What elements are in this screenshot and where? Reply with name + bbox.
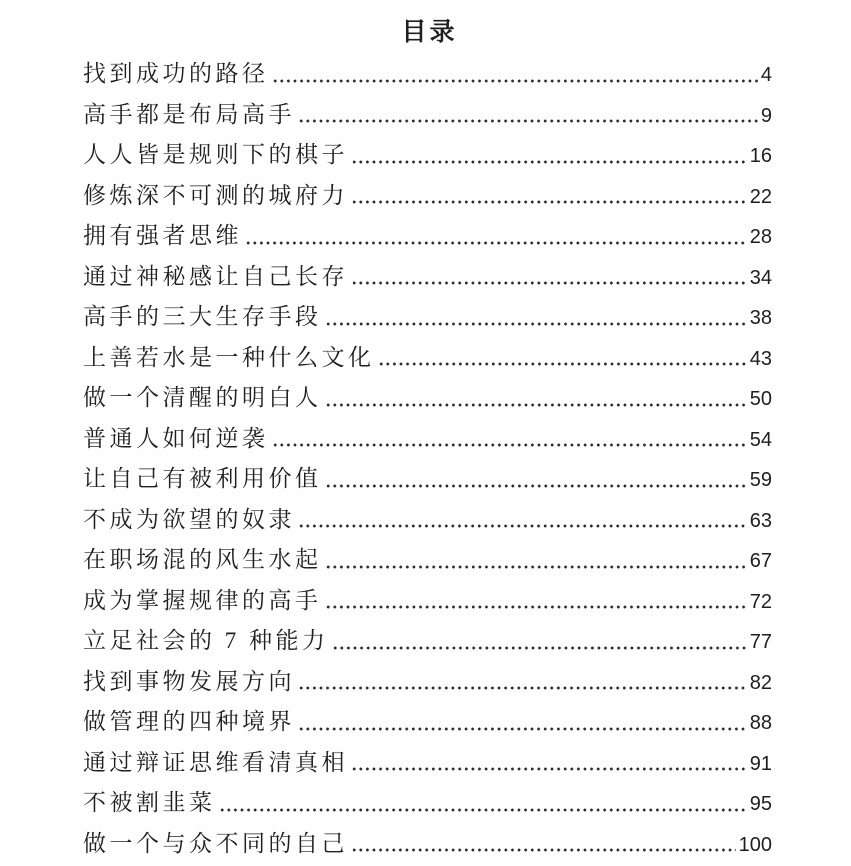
- toc-entry[interactable]: [83, 54, 772, 95]
- toc-entry[interactable]: [83, 257, 772, 298]
- toc-entry[interactable]: [83, 662, 772, 703]
- dot-leader: [326, 483, 747, 489]
- toc-entry-title: 做一个与众不同的自己: [83, 830, 348, 856]
- dot-leader: [299, 726, 747, 732]
- toc-entry-page: 38: [749, 307, 772, 329]
- toc-entry[interactable]: [83, 783, 772, 824]
- toc-entry[interactable]: [83, 297, 772, 338]
- toc-entry[interactable]: [83, 378, 772, 419]
- toc-entry-page: 100: [738, 833, 772, 856]
- page-title: 目录: [401, 19, 458, 46]
- toc-entry[interactable]: [83, 216, 772, 257]
- toc-entry-page: 28: [749, 226, 772, 248]
- dot-leader: [326, 604, 747, 610]
- toc-entry-title: 找到事物发展方向: [83, 668, 295, 694]
- toc-entry-page: 54: [749, 428, 772, 451]
- dot-leader: [326, 321, 747, 327]
- toc-entry[interactable]: [83, 338, 772, 379]
- toc-entry[interactable]: [83, 95, 772, 136]
- toc-entry-title: 通过神秘感让自己长存: [83, 263, 348, 289]
- dot-leader: [326, 564, 747, 570]
- dot-leader: [220, 807, 747, 813]
- toc-entry-title: 修炼深不可测的城府力: [83, 182, 348, 208]
- toc-entry[interactable]: [83, 500, 772, 541]
- toc-entry[interactable]: [83, 824, 772, 865]
- toc-entry[interactable]: [83, 540, 772, 581]
- toc-entry-title: 做一个清醒的明白人: [83, 385, 322, 410]
- toc-entry-title: 立足社会的 7 种能力: [83, 628, 329, 653]
- dot-leader: [352, 766, 747, 772]
- toc-entry[interactable]: [83, 743, 772, 784]
- toc-entry-page: 91: [749, 752, 772, 775]
- dot-leader: [352, 159, 747, 165]
- toc-entry-title: 不成为欲望的奴隶: [83, 506, 295, 532]
- toc-entry-title: 成为掌握规律的高手: [83, 587, 322, 613]
- toc-entry-title: 在职场混的风生水起: [83, 547, 322, 572]
- dot-leader: [273, 442, 747, 448]
- toc-entry-page: 88: [749, 712, 772, 734]
- toc-entry-title: 拥有强者思维: [83, 223, 242, 248]
- dot-leader: [273, 78, 758, 84]
- toc-entry-title: 高手都是布局高手: [83, 101, 295, 127]
- toc-entry-page: 4: [760, 64, 772, 86]
- toc-entry-title: 通过辩证思维看清真相: [83, 749, 348, 775]
- toc-entry-title: 让自己有被利用价值: [83, 466, 322, 491]
- toc-entry-title: 人人皆是规则下的棋子: [83, 142, 348, 167]
- toc-entry[interactable]: [83, 135, 772, 176]
- toc-entry-title: 找到成功的路径: [83, 61, 269, 86]
- toc-entry-title: 上善若水是一种什么文化: [83, 344, 375, 370]
- toc-entry-title: 普通人如何逆袭: [83, 425, 269, 451]
- toc-entry-page: 63: [749, 509, 772, 532]
- dot-leader: [352, 199, 747, 205]
- toc-entry-page: 72: [749, 590, 772, 613]
- dot-leader: [299, 685, 747, 691]
- toc-entry[interactable]: [83, 459, 772, 500]
- dot-leader: [326, 402, 747, 408]
- toc-entry-page: 9: [760, 104, 772, 127]
- toc-entry-page: 82: [749, 671, 772, 694]
- toc-entry-page: 67: [749, 550, 772, 572]
- dot-leader: [379, 361, 747, 367]
- toc-entry-page: 59: [749, 469, 772, 491]
- dot-leader: [352, 280, 747, 286]
- toc-entry-page: 77: [749, 631, 772, 653]
- table-of-contents: [83, 54, 772, 864]
- toc-entry-page: 43: [749, 347, 772, 370]
- toc-entry-title: 高手的三大生存手段: [83, 304, 322, 329]
- toc-entry-page: 16: [749, 145, 772, 167]
- toc-entry-page: 50: [749, 388, 772, 410]
- dot-leader: [333, 645, 747, 651]
- toc-entry[interactable]: [83, 581, 772, 622]
- toc-entry-title: 不被割韭菜: [83, 790, 216, 815]
- toc-entry-page: 22: [749, 185, 772, 208]
- dot-leader: [352, 847, 736, 853]
- toc-entry[interactable]: [83, 419, 772, 460]
- toc-entry-title: 做管理的四种境界: [83, 709, 295, 734]
- toc-entry[interactable]: [83, 621, 772, 662]
- toc-entry-page: 34: [749, 266, 772, 289]
- dot-leader: [299, 118, 758, 124]
- toc-entry-page: 95: [749, 793, 772, 815]
- toc-entry[interactable]: [83, 702, 772, 743]
- toc-entry[interactable]: [83, 176, 772, 217]
- dot-leader: [246, 240, 747, 246]
- dot-leader: [299, 523, 747, 529]
